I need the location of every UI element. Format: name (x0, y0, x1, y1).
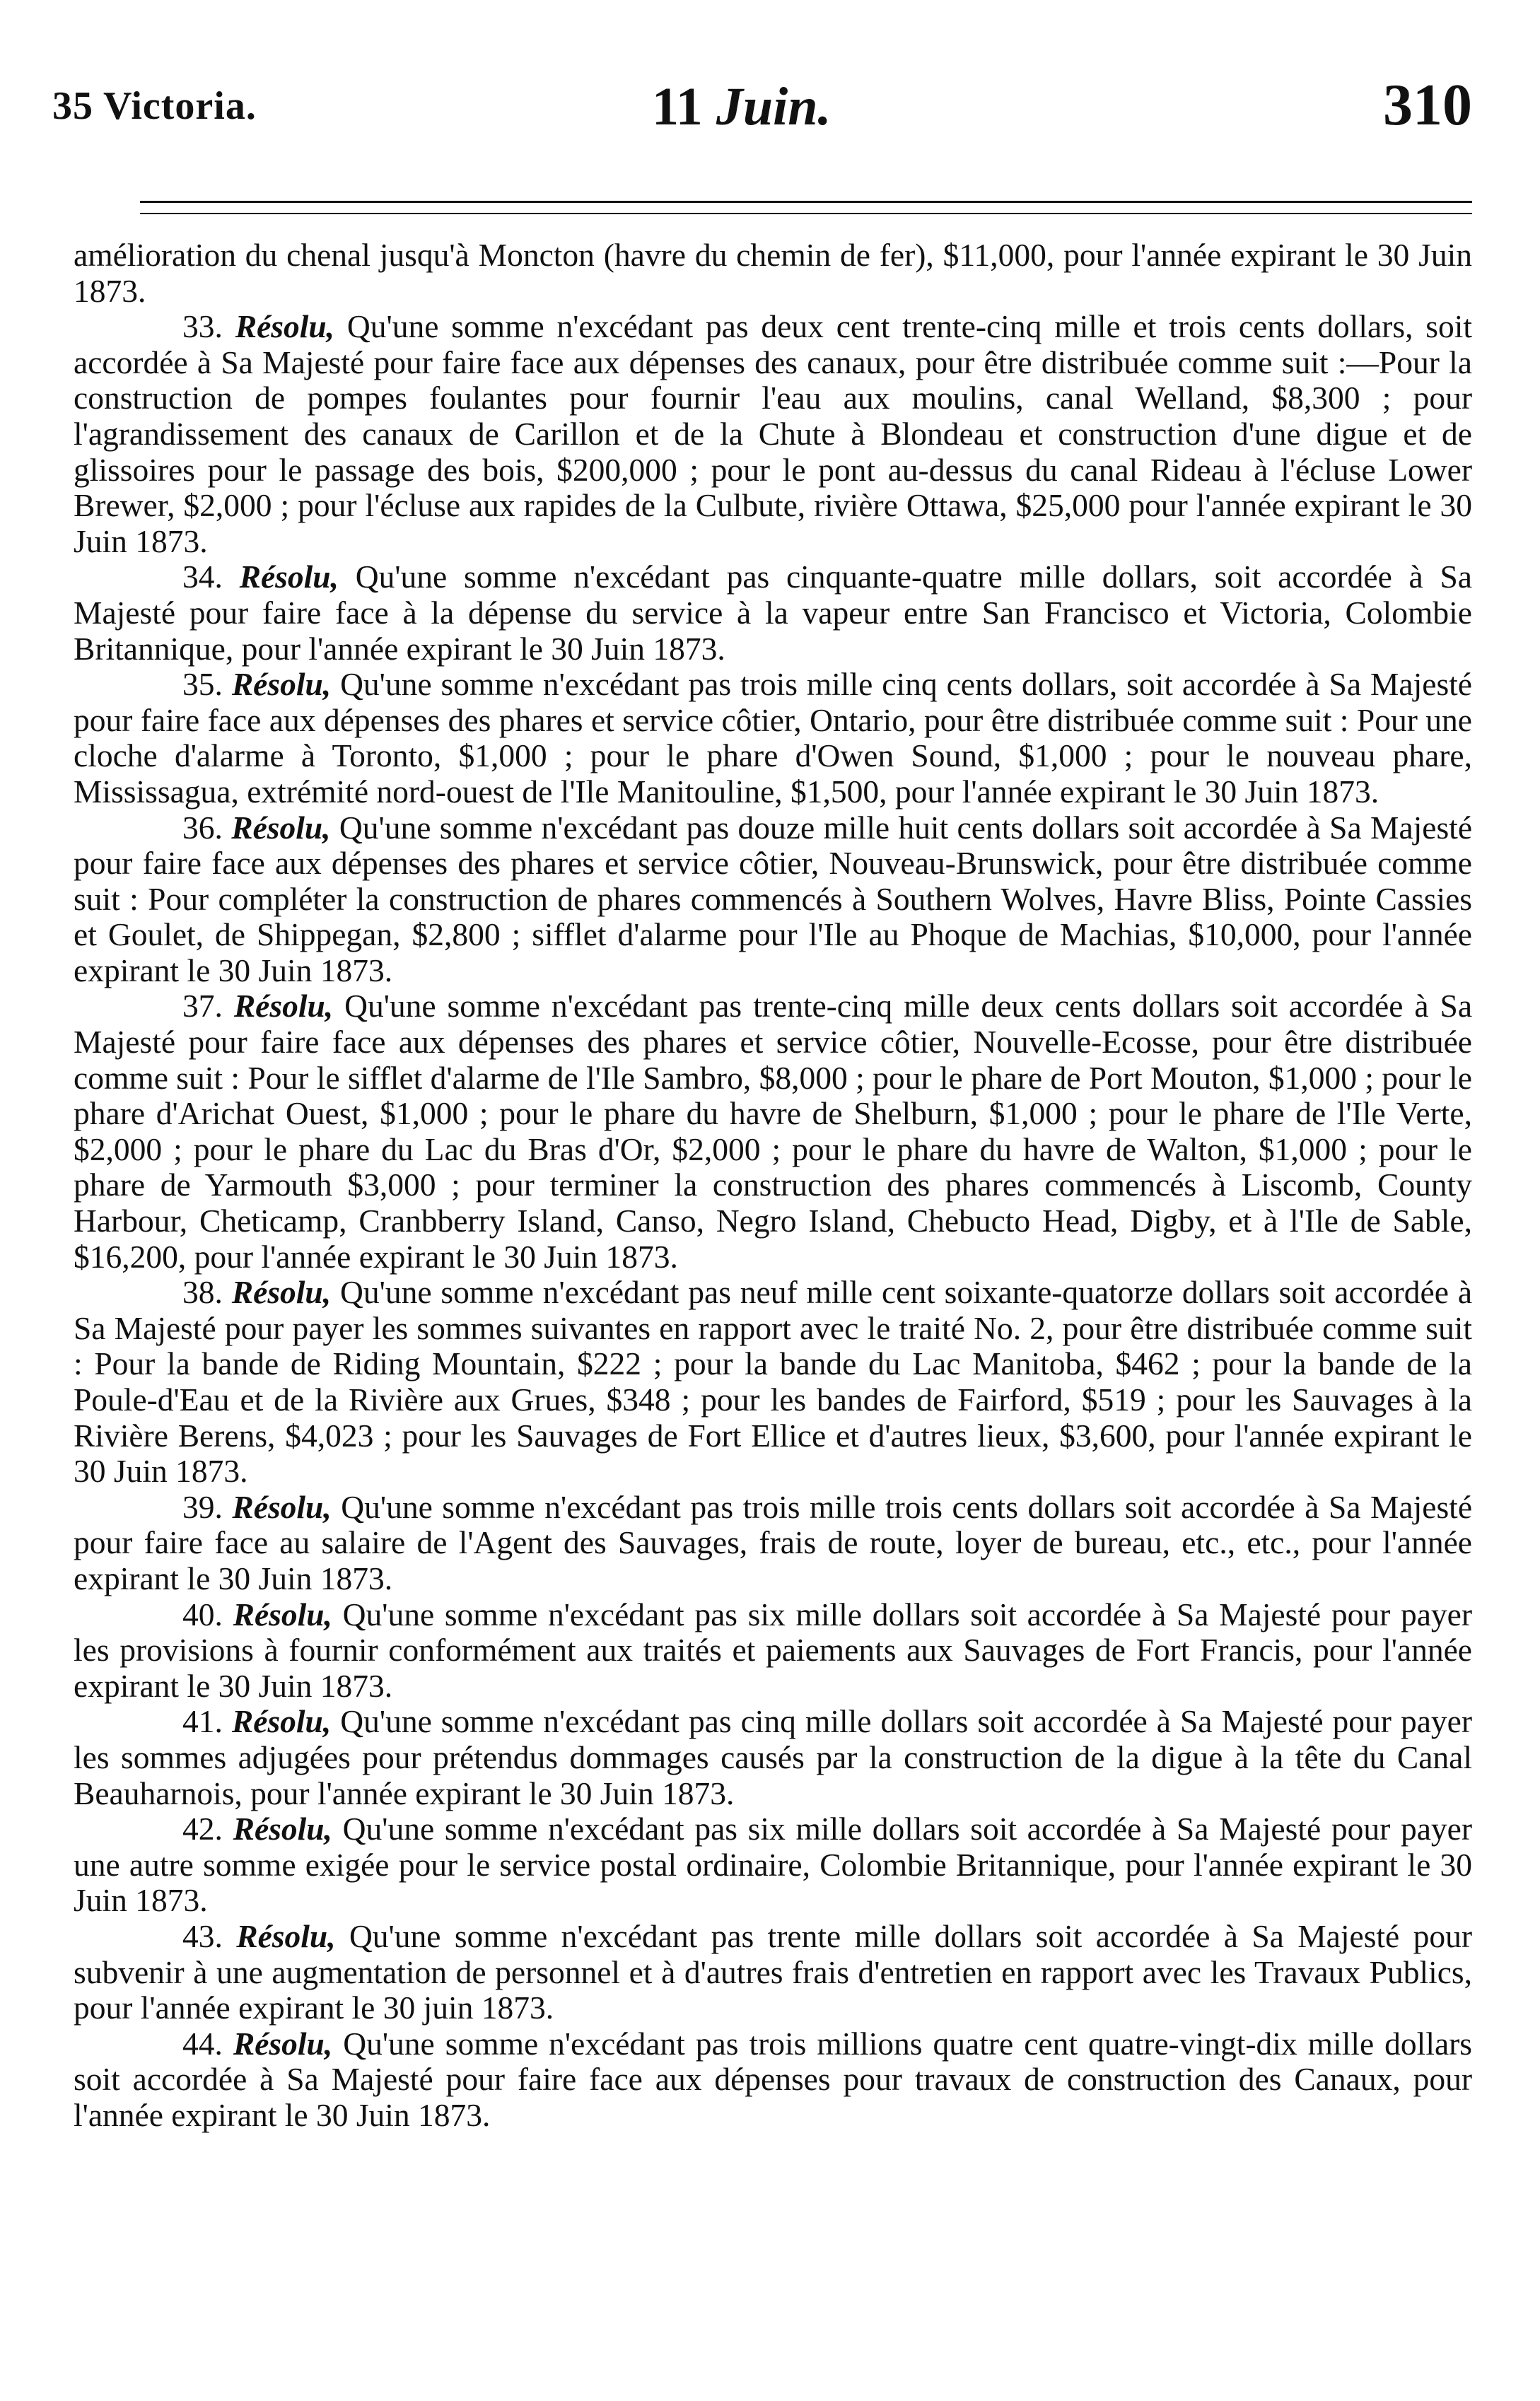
paragraph-text: Qu'une somme n'excédant pas trente-cinq mille deux cents dollars soit accordée à Sa Majesté pour faire face aux dépenses des phares et service côtier, Nouvelle-Ecosse, pour être distribuée comme suit : Pour le sifflet d'alarme de l'Ile Sambro, $8,000 ; pour le phare de Port Mouton, $1,000 ; pour le phare d'Arichat Ouest, $1,000 ; pour le phare du havre de Shelburn, $1,000 ; pour le phare de l'Ile Verte, $2,000 ; pour le phare du Lac du Bras d'Or, $2,000 ; pour le phare du havre de Walton, $1,000 ; pour le phare de Yarmouth $3,000 ; pour terminer la construction des phares commencés à Liscomb, County Harbour, Cheticamp, Cranbberry Island, Canso, Negro Island, Chebucto Head, Digby, et à l'Ile de Sable, $16,200, pour l'année expirant le 30 Juin 1873. (74, 988, 1473, 1275)
document-body (74, 238, 1472, 2133)
resolu-label: Résolu, (233, 1811, 332, 1847)
date-heading (652, 76, 831, 138)
resolu-label: Résolu, (233, 988, 334, 1024)
paragraph-text: Qu'une somme n'excédant pas cinq mille dollars soit accordée à Sa Majesté pour payer les sommes adjugées pour prétendus dommages causés par la construction de la digue à la tête du Canal Beauharnois, pour l'année expirant le 30 Juin 1873. (74, 1703, 1473, 1811)
resolution-number: 37. (182, 988, 223, 1024)
page-number: 310 (1383, 72, 1472, 138)
date-month: Juin. (716, 77, 832, 136)
resolution-number: 43. (182, 1917, 223, 1954)
paragraph-text: Qu'une somme n'excédant pas trois mille cinq cents dollars, soit accordée à Sa Majesté pour faire face aux dépenses des phares et service côtier, Ontario, pour être distribuée comme suit : Pour une cloche d'alarme à Toronto, $1,000 ; pour le phare d'Owen Sound, $1,000 ; pour le nouveau phare, Mississagua, extrémité nord-ouest de l'Ile Manitouline, $1,500, pour l'année expirant le 30 Juin 1873. (74, 666, 1472, 810)
resolu-label: Résolu, (231, 809, 331, 846)
resolution-number: 36. (182, 809, 223, 846)
resolution-33 (74, 309, 1472, 559)
resolution-number: 42. (182, 1811, 223, 1847)
paragraph-text: Qu'une somme n'excédant pas six mille dollars soit accordée à Sa Majesté pour payer une autre somme exigée pour le service postal ordinaire, Colombie Britannique, pour l'année expirant le 30 Juin 1873. (74, 1811, 1473, 1919)
resolution-37 (74, 988, 1472, 1275)
paragraph-text: Qu'une somme n'excédant pas deux cent trente-cinq mille et trois cents dollars, soit accordée à Sa Majesté pour faire face aux dépenses des canaux, pour être distribuée comme suit :—Pour la construction de pompes foulantes pour fournir l'eau aux moulins, canal Welland, $8,300 ; pour l'agrandissement des canaux de Carillon et de la Chute à Blondeau et construction d'une digue et de glissoires pour le passage des bois, $200,000 ; pour le pont au-dessus du canal Rideau à l'écluse Lower Brewer, $2,000 ; pour l'écluse aux rapides de la Culbute, rivière Ottawa, $25,000 pour l'année expirant le 30 Juin 1873. (74, 308, 1473, 559)
resolution-35 (74, 667, 1472, 810)
paragraph-text: amélioration du chenal jusqu'à Moncton (havre du chemin de fer), $11,000, pour l'année expirant le 30 Juin 1873. (74, 237, 1472, 309)
resolution-42 (74, 1811, 1472, 1919)
resolution-40 (74, 1597, 1472, 1705)
resolution-number: 40. (182, 1596, 223, 1632)
paragraph-continuation (74, 238, 1472, 309)
resolution-38 (74, 1275, 1472, 1490)
resolution-number: 33. (182, 308, 223, 345)
date-day: 11 (652, 77, 703, 136)
resolution-number: 41. (182, 1703, 223, 1740)
paragraph-text: Qu'une somme n'excédant pas trente mille dollars soit accordée à Sa Majesté pour subvenir à une augmentation de personnel et à d'autres frais d'entretien en rapport avec les Travaux Publics, pour l'année expirant le 30 juin 1873. (74, 1917, 1473, 2026)
resolution-44 (74, 2026, 1472, 2134)
resolu-label: Résolu, (231, 1703, 332, 1740)
resolu-label: Résolu, (233, 1596, 332, 1632)
resolu-label: Résolu, (239, 559, 339, 595)
resolu-label: Résolu, (236, 1917, 336, 1954)
resolution-number: 34. (182, 559, 223, 595)
resolu-label: Résolu, (231, 666, 332, 703)
session-label: 35 Victoria. (52, 84, 257, 128)
resolution-39 (74, 1490, 1472, 1597)
resolu-label: Résolu, (233, 2025, 333, 2062)
resolution-number: 44. (182, 2025, 223, 2062)
resolution-number: 38. (182, 1274, 223, 1311)
resolution-41 (74, 1704, 1472, 1811)
resolu-label: Résolu, (232, 1488, 332, 1525)
paragraph-text: Qu'une somme n'excédant pas neuf mille cent soixante-quatorze dollars soit accordée à Sa Majesté pour payer les sommes suivantes en rapport avec le traité No. 2, pour être distribuée comme suit : Pour la bande de Riding Mountain, $222 ; pour la bande du Lac Manitoba, $462 ; pour la bande de la Poule-d'Eau et de la Rivière aux Grues, $348 ; pour les bandes de Fairford, $519 ; pour les Sauvages à la Rivière Berens, $4,023 ; pour les Sauvages de Fort Ellice et d'autres lieux, $3,600, pour l'année expirant le 30 Juin 1873. (74, 1274, 1473, 1490)
resolution-number: 35. (182, 666, 223, 703)
paragraph-text: Qu'une somme n'excédant pas trois millions quatre cent quatre-vingt-dix mille dollars soit accordée à Sa Majesté pour faire face aux dépenses pour travaux de construction des Canaux, pour l'année expirant le 30 Juin 1873. (74, 2025, 1473, 2133)
resolu-label: Résolu, (231, 1274, 332, 1311)
resolution-number: 39. (182, 1488, 223, 1525)
paragraph-text: Qu'une somme n'excédant pas douze mille huit cents dollars soit accordée à Sa Majesté pour faire face aux dépenses des phares et service côtier, Nouveau-Brunswick, pour être distribuée comme suit : Pour compléter la construction de phares commencés à Southern Wolves, Havre Bliss, Pointe Cassies et Goulet, de Shippegan, $2,800 ; sifflet d'alarme pour l'Ile au Phoque de Machias, $10,000, pour l'année expirant le 30 Juin 1873. (74, 809, 1473, 988)
resolution-43 (74, 1919, 1472, 2026)
page-header (52, 57, 1472, 141)
resolution-34 (74, 559, 1472, 667)
resolu-label: Résolu, (235, 308, 335, 345)
paragraph-text: Qu'une somme n'excédant pas trois mille trois cents dollars soit accordée à Sa Majesté pour faire face au salaire de l'Agent des Sauvages, frais de route, loyer de bureau, etc., etc., pour l'année expirant le 30 Juin 1873. (74, 1488, 1473, 1596)
paragraph-text: Qu'une somme n'excédant pas cinquante-quatre mille dollars, soit accordée à Sa Majesté pour faire face à la dépense du service à la vapeur entre San Francisco et Victoria, Colombie Britannique, pour l'année expirant le 30 Juin 1873. (74, 559, 1473, 667)
resolution-36 (74, 810, 1472, 989)
header-rule (140, 201, 1472, 214)
paragraph-text: Qu'une somme n'excédant pas six mille dollars soit accordée à Sa Majesté pour payer les provisions à fournir conformément aux traités et paiements aux Sauvages de Fort Francis, pour l'année expirant le 30 Juin 1873. (74, 1596, 1473, 1704)
